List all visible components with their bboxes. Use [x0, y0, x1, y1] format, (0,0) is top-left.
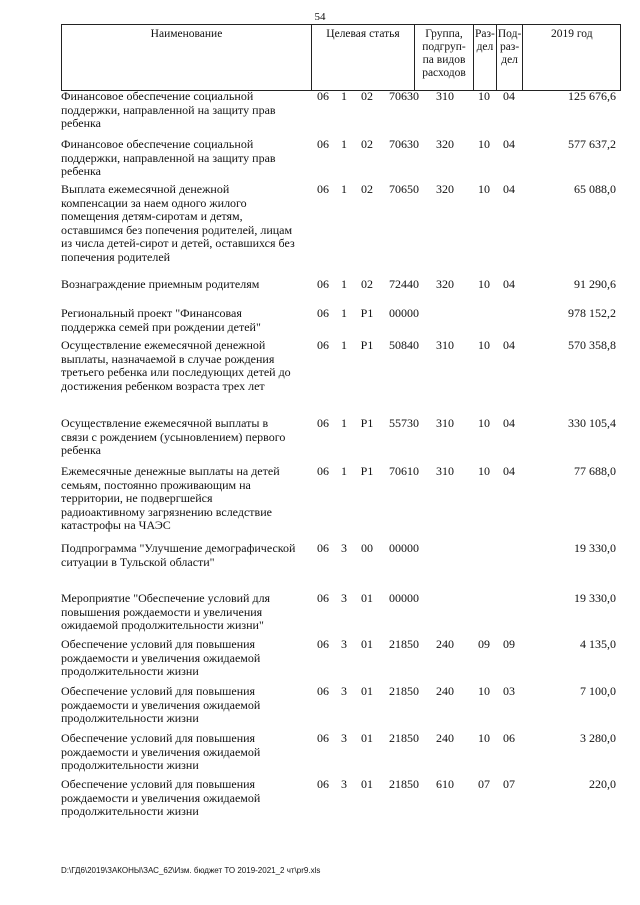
row-code-4: 70610 — [389, 464, 419, 478]
row-name: Финансовое обеспечение социальной поддержки, направленной на защиту прав ребенка — [61, 137, 276, 179]
row-code-1: 06 — [317, 416, 329, 430]
row-code-2: 3 — [341, 637, 347, 651]
row-amount: 7 100,0 — [580, 684, 616, 698]
row-code-4: 70650 — [389, 182, 419, 196]
row-code-1: 06 — [317, 731, 329, 745]
row-code-4: 55730 — [389, 416, 419, 430]
row-amount: 65 088,0 — [574, 182, 616, 196]
row-group: 310 — [436, 338, 454, 352]
row-code-2: 1 — [341, 137, 347, 151]
row-subsection: 03 — [503, 684, 515, 698]
row-code-3: 02 — [361, 89, 373, 103]
row-group: 240 — [436, 731, 454, 745]
page-number: 54 — [314, 11, 326, 23]
table-row — [61, 732, 616, 778]
row-code-3: P1 — [360, 338, 374, 352]
row-amount: 4 135,0 — [580, 637, 616, 651]
table-row — [61, 465, 616, 542]
row-group: 310 — [436, 464, 454, 478]
row-amount: 19 330,0 — [574, 541, 616, 555]
table-row — [61, 90, 616, 138]
row-name: Мероприятие "Обеспечение условий для повышения рождаемости и увеличения ожидаемой продолжительности жизни" — [61, 591, 271, 633]
row-group: 610 — [436, 777, 454, 791]
row-name: Осуществление ежемесячной денежной выплаты, назначаемой в случае рождения третьего ребенка или последующих детей до достижения ребенком возраста трех лет — [61, 338, 291, 393]
row-code-2: 3 — [341, 541, 347, 555]
row-code-1: 06 — [317, 306, 329, 320]
table-header — [61, 24, 621, 91]
row-amount: 19 330,0 — [574, 591, 616, 605]
row-code-1: 06 — [317, 338, 329, 352]
row-subsection: 04 — [503, 464, 515, 478]
header-target: Целевая статья — [312, 25, 415, 91]
table-row — [61, 307, 616, 339]
row-section: 10 — [478, 684, 490, 698]
row-code-2: 1 — [341, 416, 347, 430]
header-group: Группа, подгруп- па видов расходов — [415, 25, 474, 91]
row-section: 07 — [478, 777, 490, 791]
header-subsection: Под- раз- дел — [496, 25, 522, 91]
row-code-4: 00000 — [389, 306, 419, 320]
row-code-2: 3 — [341, 777, 347, 791]
row-code-3: 02 — [361, 277, 373, 291]
file-path-footer: D:\ГД6\2019\ЗАКОНЫ\ЗАС_62\Изм. бюджет ТО 2019-2021_2 чт\pr9.xls — [61, 866, 321, 875]
table-row — [61, 638, 616, 685]
row-code-1: 06 — [317, 591, 329, 605]
row-group: 320 — [436, 277, 454, 291]
row-code-1: 06 — [317, 137, 329, 151]
row-name: Региональный проект "Финансовая поддержка семей при рождении детей" — [61, 306, 261, 334]
row-group: 240 — [436, 684, 454, 698]
table-row — [61, 685, 616, 732]
row-code-3: P1 — [360, 306, 374, 320]
row-section: 10 — [478, 182, 490, 196]
row-code-3: P1 — [360, 464, 374, 478]
row-code-1: 06 — [317, 277, 329, 291]
row-code-4: 72440 — [389, 277, 419, 291]
row-code-4: 00000 — [389, 541, 419, 555]
row-subsection: 04 — [503, 338, 515, 352]
row-name: Выплата ежемесячной денежной компенсации за наем одного жилого помещения детям-сиротам и детям, оставшимся без попечения родителей, лицам из числа детей-сирот и детей, оставшихся без попечения родителей — [61, 182, 295, 264]
table-body — [61, 90, 616, 824]
row-code-4: 21850 — [389, 731, 419, 745]
row-section: 10 — [478, 464, 490, 478]
table-row — [61, 778, 616, 824]
row-subsection: 04 — [503, 137, 515, 151]
row-code-3: 01 — [361, 591, 373, 605]
row-code-4: 21850 — [389, 777, 419, 791]
row-code-3: 00 — [361, 541, 373, 555]
row-code-1: 06 — [317, 637, 329, 651]
row-code-1: 06 — [317, 777, 329, 791]
row-code-2: 1 — [341, 338, 347, 352]
row-name: Обеспечение условий для повышения рождаемости и увеличения ожидаемой продолжительности жизни — [61, 731, 261, 773]
row-code-2: 3 — [341, 591, 347, 605]
row-section: 10 — [478, 731, 490, 745]
row-code-1: 06 — [317, 541, 329, 555]
row-code-1: 06 — [317, 684, 329, 698]
row-code-1: 06 — [317, 89, 329, 103]
row-amount: 577 637,2 — [568, 137, 616, 151]
table-row — [61, 592, 616, 638]
row-amount: 978 152,2 — [568, 306, 616, 320]
row-amount: 77 688,0 — [574, 464, 616, 478]
row-subsection: 04 — [503, 416, 515, 430]
row-group: 240 — [436, 637, 454, 651]
table-row — [61, 183, 616, 278]
row-name: Осуществление ежемесячной выплаты в связи с рождением (усыновлением) первого ребенка — [61, 416, 286, 458]
row-name: Ежемесячные денежные выплаты на детей семьям, постоянно проживающим на территории, не подвергшейся радиоактивному загрязнению вследствие катастрофы на ЧАЭС — [61, 464, 280, 533]
row-group: 310 — [436, 416, 454, 430]
table-row — [61, 278, 616, 307]
row-name: Обеспечение условий для повышения рождаемости и увеличения ожидаемой продолжительности жизни — [61, 777, 261, 819]
row-subsection: 06 — [503, 731, 515, 745]
row-code-2: 3 — [341, 684, 347, 698]
row-code-3: 02 — [361, 182, 373, 196]
row-amount: 91 290,6 — [574, 277, 616, 291]
row-code-4: 00000 — [389, 591, 419, 605]
row-amount: 125 676,6 — [568, 89, 616, 103]
row-name: Обеспечение условий для повышения рождаемости и увеличения ожидаемой продолжительности жизни — [61, 684, 261, 726]
row-section: 10 — [478, 89, 490, 103]
row-code-3: 01 — [361, 684, 373, 698]
row-code-2: 1 — [341, 306, 347, 320]
row-code-3: P1 — [360, 416, 374, 430]
table-row — [61, 138, 616, 183]
row-section: 10 — [478, 137, 490, 151]
row-amount: 570 358,8 — [568, 338, 616, 352]
row-amount: 3 280,0 — [580, 731, 616, 745]
row-group: 320 — [436, 137, 454, 151]
row-code-4: 21850 — [389, 684, 419, 698]
row-code-2: 1 — [341, 277, 347, 291]
row-code-3: 01 — [361, 777, 373, 791]
row-section: 09 — [478, 637, 490, 651]
row-code-4: 50840 — [389, 338, 419, 352]
row-subsection: 09 — [503, 637, 515, 651]
row-code-2: 1 — [341, 182, 347, 196]
row-name: Вознаграждение приемным родителям — [61, 277, 260, 291]
row-code-3: 01 — [361, 731, 373, 745]
table-row — [61, 417, 616, 465]
row-amount: 220,0 — [589, 777, 616, 791]
row-group: 310 — [436, 89, 454, 103]
row-code-1: 06 — [317, 182, 329, 196]
row-code-2: 1 — [341, 89, 347, 103]
row-code-3: 02 — [361, 137, 373, 151]
row-section: 10 — [478, 338, 490, 352]
row-code-2: 3 — [341, 731, 347, 745]
row-code-2: 1 — [341, 464, 347, 478]
row-code-4: 70630 — [389, 137, 419, 151]
table-row — [61, 339, 616, 417]
row-section: 10 — [478, 416, 490, 430]
row-group: 320 — [436, 182, 454, 196]
row-subsection: 04 — [503, 277, 515, 291]
row-subsection: 04 — [503, 182, 515, 196]
row-section: 10 — [478, 277, 490, 291]
row-code-4: 21850 — [389, 637, 419, 651]
row-code-4: 70630 — [389, 89, 419, 103]
row-amount: 330 105,4 — [568, 416, 616, 430]
header-section: Раз- дел — [474, 25, 497, 91]
row-name: Финансовое обеспечение социальной поддержки, направленной на защиту прав ребенка — [61, 89, 276, 131]
row-subsection: 04 — [503, 89, 515, 103]
header-year: 2019 год — [523, 25, 621, 91]
row-code-3: 01 — [361, 637, 373, 651]
row-name: Подпрограмма "Улучшение демографической ситуации в Тульской области" — [61, 541, 296, 569]
row-subsection: 07 — [503, 777, 515, 791]
row-name: Обеспечение условий для повышения рождаемости и увеличения ожидаемой продолжительности жизни — [61, 637, 261, 679]
table-row — [61, 542, 616, 592]
row-code-1: 06 — [317, 464, 329, 478]
header-name: Наименование — [62, 25, 312, 91]
